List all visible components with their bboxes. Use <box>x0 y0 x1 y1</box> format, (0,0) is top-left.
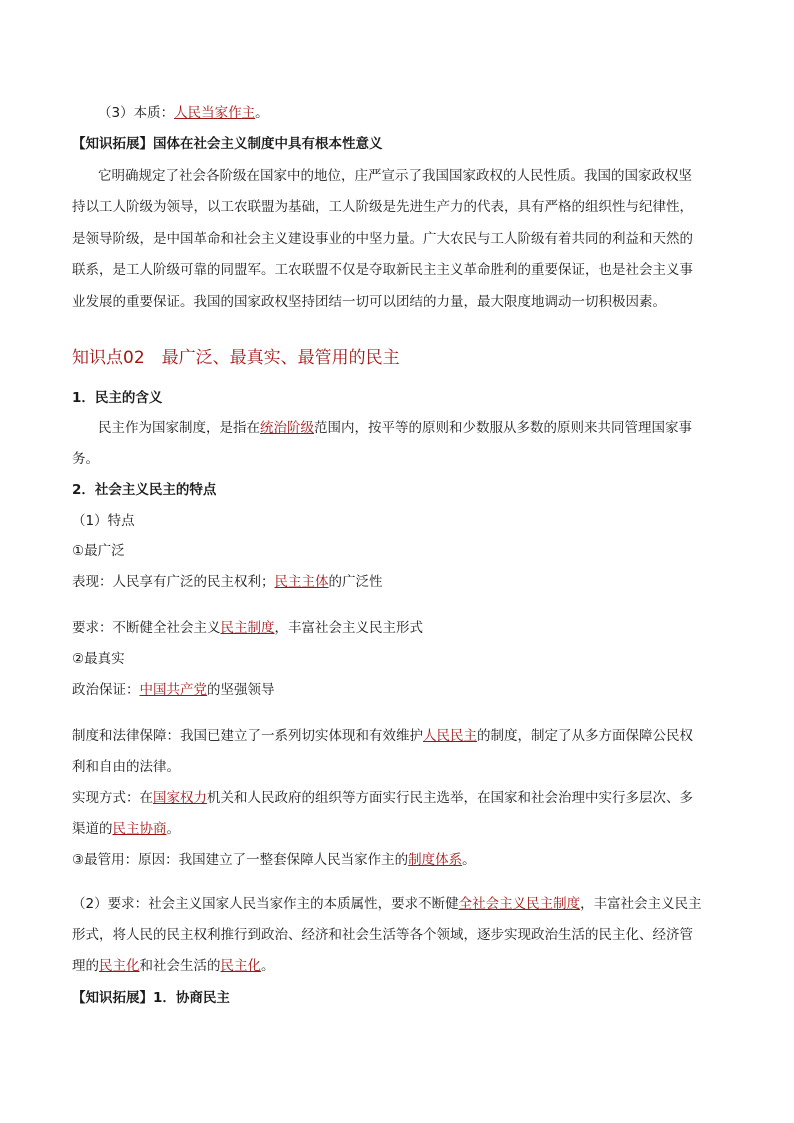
subheading-features: 2．社会主义民主的特点 <box>72 482 217 498</box>
paragraph-line: 业发展的重要保证。我国的国家政权坚持团结一切可以团结的力量，最大限度地调动一切积极因素。 <box>72 294 666 310</box>
definition-line <box>98 418 724 438</box>
definition-line-end: 务。 <box>72 451 99 467</box>
point-2-line <box>72 894 724 914</box>
extension-title-2: 【知识拓展】1．协商民主 <box>72 990 230 1006</box>
essence-end: 。 <box>255 105 269 121</box>
text-span: 制度和法律保障：我国已建立了一系列切实体现和有效维护 <box>72 728 423 744</box>
text-span: 实现方式：在 <box>72 790 153 806</box>
essence-keyword: 人民当家作主 <box>174 105 256 121</box>
essence-label: （3）本质： <box>98 105 175 121</box>
text-span: 理的 <box>72 958 99 974</box>
keyword-state-power: 国家权力 <box>153 790 207 806</box>
keyword-democratic-consultation: 民主协商 <box>112 821 167 837</box>
item-most-real: ②最真实 <box>72 651 125 667</box>
paragraph-line: 持以工人阶级为领导，以工农联盟为基础，工人阶级是先进生产力的代表，具有严格的组织性与纪律性， <box>72 199 693 215</box>
text-span: 。 <box>166 821 180 837</box>
system-guarantee-line-end: 利和自由的法律。 <box>72 759 180 775</box>
text-span: 范围内，按平等的原则和少数服从多数的原则来共同管理国家事 <box>314 420 692 436</box>
realization-line <box>72 788 724 808</box>
text-span: 民主作为国家制度，是指在 <box>98 420 260 436</box>
paragraph-line: 它明确规定了社会各阶级在国家中的地位，庄严宣示了我国国家政权的人民性质。我国的国家政权坚 <box>98 168 692 184</box>
text-span: 表现：人民享有广泛的民主权利； <box>72 574 275 590</box>
keyword-cpc: 中国共产党 <box>139 682 207 698</box>
keyword-socialist-democratic-system: 全社会主义民主制度 <box>458 896 581 912</box>
item-broadest: ①最广泛 <box>72 543 125 559</box>
realization-line-end <box>72 819 724 839</box>
point-1-title: （1）特点 <box>72 513 135 529</box>
manifestation-line <box>72 572 724 592</box>
requirement-line <box>72 618 724 638</box>
point-2-line-2: 形式，将人民的民主权利推行到政治、经济和社会生活等各个领域，逐步实现政治生活的民主化、经济管 <box>72 927 693 943</box>
extension-title-1: 【知识拓展】国体在社会主义制度中具有根本性意义 <box>72 136 383 152</box>
text-span: ③最管用：原因：我国建立了一整套保障人民当家作主的 <box>72 852 409 868</box>
paragraph-line: 是领导阶级，是中国革命和社会主义建设事业的中坚力量。广大农民与工人阶级有着共同的利益和天然的 <box>72 231 693 247</box>
essence-line <box>98 103 724 123</box>
system-guarantee-line <box>72 726 724 746</box>
point-2-line-3 <box>72 956 724 976</box>
text-span: （2）要求：社会主义国家人民当家作主的本质属性，要求不断健 <box>72 896 459 912</box>
paragraph-line: 联系，是工人阶级可靠的同盟军。工农联盟不仅是夺取新民主主义革命胜利的重要保证，也是社会主义事 <box>72 262 693 278</box>
text-span: 的广泛性 <box>328 574 383 590</box>
text-span: 政治保证： <box>72 682 140 698</box>
political-guarantee-line <box>72 680 724 700</box>
text-span: 的坚强领导 <box>207 682 275 698</box>
text-span: 渠道的 <box>72 821 113 837</box>
subheading-democracy-meaning: 1．民主的含义 <box>72 390 163 406</box>
keyword-democratic-subject: 民主主体 <box>274 574 329 590</box>
keyword-ruling-class: 统治阶级 <box>260 420 314 436</box>
text-span: 。 <box>462 852 476 868</box>
text-span: 和社会生活的 <box>139 958 221 974</box>
item-most-useful <box>72 850 724 870</box>
keyword-democratization: 民主化 <box>99 958 140 974</box>
text-span: 要求：不断健全社会主义 <box>72 620 221 636</box>
text-span: 。 <box>261 958 275 974</box>
keyword-peoples-democracy: 人民民主 <box>423 728 477 744</box>
keyword-democratic-system: 民主制度 <box>220 620 275 636</box>
keyword-democratization: 民主化 <box>220 958 261 974</box>
text-span: 机关和人民政府的组织等方面实行民主选举，在国家和社会治理中实行多层次、多 <box>207 790 693 806</box>
text-span: ，丰富社会主义民主形式 <box>274 620 423 636</box>
section-heading: 知识点02 最广泛、最真实、最管用的民主 <box>72 348 400 368</box>
text-span: 的制度，制定了从多方面保障公民权 <box>477 728 693 744</box>
keyword-institutional-system: 制度体系 <box>408 852 463 868</box>
text-span: ，丰富社会主义民主 <box>580 896 702 912</box>
